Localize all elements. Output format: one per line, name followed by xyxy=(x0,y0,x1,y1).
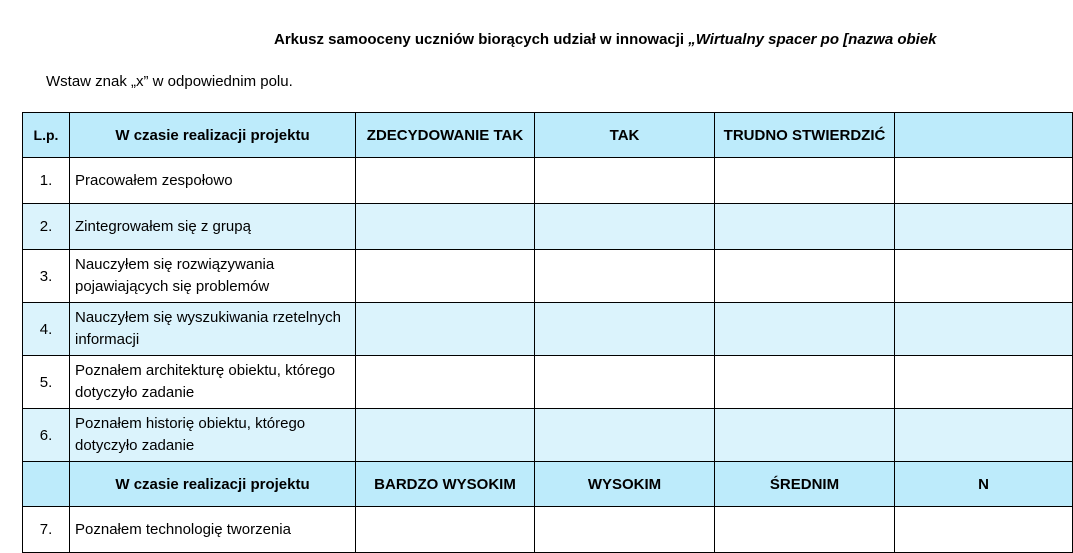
answer-cell[interactable] xyxy=(895,158,1073,204)
header-description: W czasie realizacji projektu xyxy=(70,113,356,158)
table-header-row-2 xyxy=(23,462,1073,507)
row-number: 6. xyxy=(23,409,70,462)
row-number: 5. xyxy=(23,356,70,409)
answer-cell[interactable] xyxy=(715,250,895,303)
title-text: Arkusz samooceny uczniów biorących udział w innowacji xyxy=(274,31,689,48)
document-title xyxy=(274,31,937,48)
header2-description: W czasie realizacji projektu xyxy=(70,462,356,507)
header-option-1: ZDECYDOWANIE TAK xyxy=(356,113,535,158)
table-row xyxy=(23,303,1073,356)
header-option-4 xyxy=(895,113,1073,158)
answer-cell[interactable] xyxy=(535,507,715,553)
table-row xyxy=(23,356,1073,409)
answer-cell[interactable] xyxy=(895,204,1073,250)
answer-cell[interactable] xyxy=(715,507,895,553)
header2-lp xyxy=(23,462,70,507)
table-row xyxy=(23,158,1073,204)
row-text: Poznałem technologię tworzenia xyxy=(70,507,356,553)
answer-cell[interactable] xyxy=(535,204,715,250)
answer-cell[interactable] xyxy=(356,356,535,409)
row-text: Pracowałem zespołowo xyxy=(70,158,356,204)
row-text: Poznałem architekturę obiektu, którego dotyczyło zadanie xyxy=(70,356,356,409)
answer-cell[interactable] xyxy=(356,409,535,462)
answer-cell[interactable] xyxy=(715,204,895,250)
row-number: 1. xyxy=(23,158,70,204)
table-header-row xyxy=(23,113,1073,158)
row-text: Nauczyłem się rozwiązywania pojawiających się problemów xyxy=(70,250,356,303)
instruction-text: Wstaw znak „x” w odpowiednim polu. xyxy=(46,73,293,90)
row-number: 3. xyxy=(23,250,70,303)
answer-cell[interactable] xyxy=(895,303,1073,356)
table-row xyxy=(23,507,1073,553)
answer-cell[interactable] xyxy=(715,409,895,462)
header2-option-2: WYSOKIM xyxy=(535,462,715,507)
header-lp: L.p. xyxy=(23,113,70,158)
header-option-3: TRUDNO STWIERDZIĆ xyxy=(715,113,895,158)
header2-option-1: BARDZO WYSOKIM xyxy=(356,462,535,507)
table-row xyxy=(23,204,1073,250)
row-number: 7. xyxy=(23,507,70,553)
answer-cell[interactable] xyxy=(895,250,1073,303)
table-row xyxy=(23,409,1073,462)
answer-cell[interactable] xyxy=(356,158,535,204)
answer-cell[interactable] xyxy=(535,250,715,303)
table-row xyxy=(23,250,1073,303)
answer-cell[interactable] xyxy=(356,250,535,303)
answer-cell[interactable] xyxy=(356,507,535,553)
title-italic-text: „Wirtualny spacer po [nazwa obiek xyxy=(688,31,937,48)
row-text: Poznałem historię obiektu, którego dotyczyło zadanie xyxy=(70,409,356,462)
answer-cell[interactable] xyxy=(535,303,715,356)
answer-cell[interactable] xyxy=(356,303,535,356)
row-text: Nauczyłem się wyszukiwania rzetelnych informacji xyxy=(70,303,356,356)
row-number: 2. xyxy=(23,204,70,250)
header2-option-4: N xyxy=(895,462,1073,507)
header-option-2: TAK xyxy=(535,113,715,158)
row-text: Zintegrowałem się z grupą xyxy=(70,204,356,250)
header2-option-3: ŚREDNIM xyxy=(715,462,895,507)
answer-cell[interactable] xyxy=(715,356,895,409)
answer-cell[interactable] xyxy=(715,158,895,204)
answer-cell[interactable] xyxy=(535,356,715,409)
self-assessment-table xyxy=(22,112,1073,553)
answer-cell[interactable] xyxy=(895,409,1073,462)
answer-cell[interactable] xyxy=(356,204,535,250)
answer-cell[interactable] xyxy=(895,356,1073,409)
answer-cell[interactable] xyxy=(895,507,1073,553)
row-number: 4. xyxy=(23,303,70,356)
answer-cell[interactable] xyxy=(535,409,715,462)
answer-cell[interactable] xyxy=(715,303,895,356)
answer-cell[interactable] xyxy=(535,158,715,204)
